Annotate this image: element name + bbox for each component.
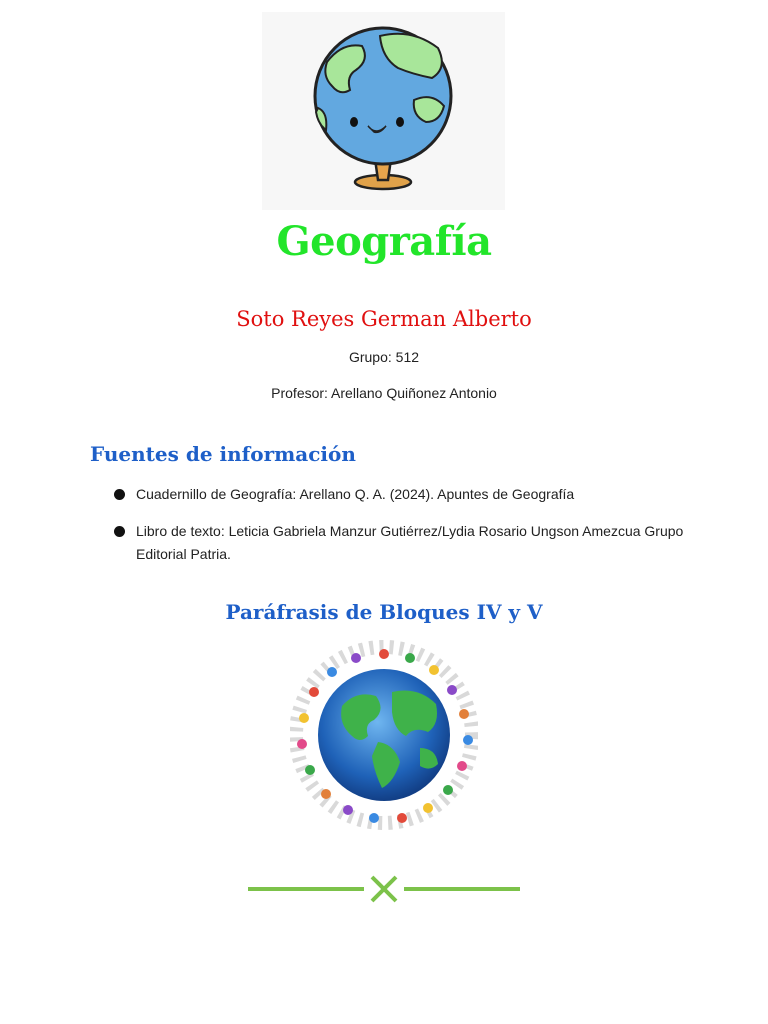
list-item [112, 520, 692, 566]
bullet-icon [114, 526, 125, 537]
source-text: Libro de texto: Leticia Gabriela Manzur Gutiérrez/Lydia Rosario Ungson Amezcua Grupo Editorial Patria. [136, 523, 684, 562]
cross-divider-icon [246, 872, 522, 906]
paraphrase-heading: Paráfrasis de Bloques IV y V [225, 600, 543, 624]
group-label: Grupo: 512 [348, 349, 420, 365]
bullet-icon [114, 489, 125, 500]
source-text: Cuadernillo de Geografía: Arellano Q. A. (2024). Apuntes de Geografía [136, 486, 575, 502]
page-title: Geografía [276, 218, 492, 265]
earth-children-circle-icon [290, 640, 478, 830]
list-item [112, 483, 692, 506]
professor-label: Profesor: Arellano Quiñonez Antonio [271, 385, 497, 401]
cartoon-globe-icon [262, 12, 505, 210]
author-name: Soto Reyes German Alberto [236, 307, 532, 331]
sources-heading: Fuentes de información [90, 442, 356, 466]
sources-list [112, 483, 692, 580]
